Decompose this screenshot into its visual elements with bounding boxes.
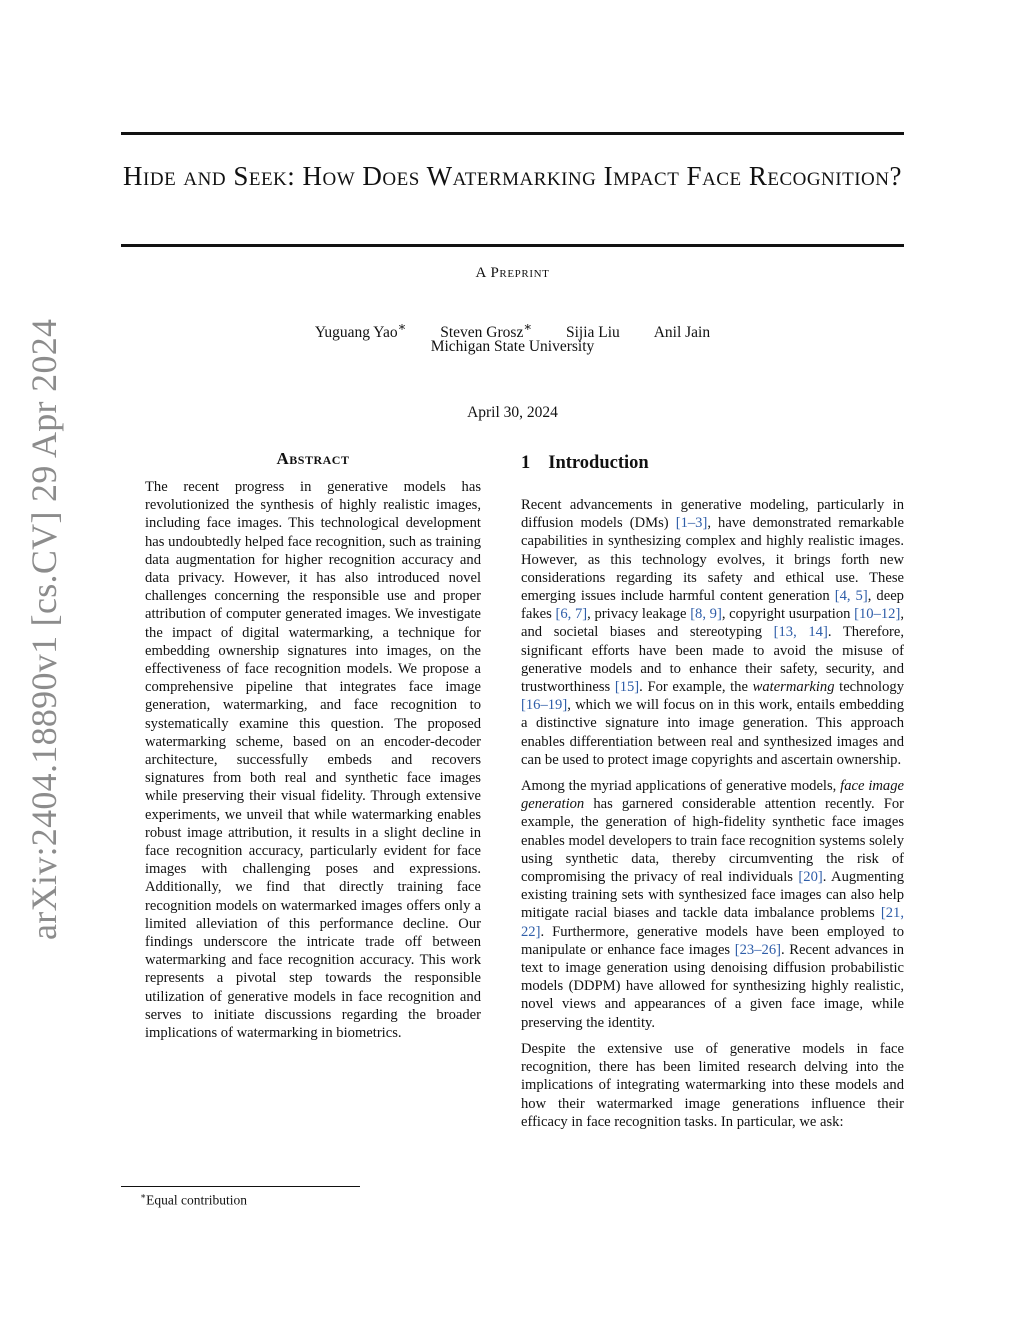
text-run: , copyright usurpation bbox=[721, 606, 855, 623]
introduction-body bbox=[521, 496, 904, 1139]
introduction-paragraph bbox=[521, 777, 904, 1032]
text-run: . Augmenting existing training sets with synthesized face images can also help mitigate racial biases and tackle data imbalance problems bbox=[521, 869, 904, 922]
section-title: Introduction bbox=[548, 453, 649, 473]
citation-link[interactable]: [13, 14] bbox=[773, 624, 828, 641]
author: Anil Jain bbox=[653, 324, 711, 342]
section-number: 1 bbox=[521, 453, 531, 473]
preprint-label: A Preprint bbox=[475, 265, 550, 281]
text-run: , which we will focus on in this work, entails embedding a distinctive signature into image generation. This approach enables differentiation between real and synthesized images and can be used to protect image copyrights and ascertain ownership. bbox=[521, 697, 904, 768]
text-run: . Recent advances in text to image generation using denoising diffusion probabilistic models (DDPM) have allowed for synthesizing highly realistic, novel views and appearances of a given face image, while preserving the identity. bbox=[521, 941, 904, 1031]
arxiv-identifier: arXiv:2404.18890v1 [cs.CV] 29 Apr 2024 bbox=[24, 318, 64, 940]
publication-date: April 30, 2024 bbox=[467, 404, 558, 421]
citation-link[interactable]: [6, 7] bbox=[555, 606, 588, 623]
abstract-text: The recent progress in generative models has revolutionized the synthesis of highly realistic images, including face images. This technological development has undoubtedly helped face recognition, such as training data augmentation for higher recognition accuracy and data privacy. However, it has also introduced novel challenges concerning the responsible use and proper attribution of computer generated images. We investigate the impact of digital watermarking, a technique for embedding ownership signatures into images, on the effectiveness of face recognition models. We propose a comprehensive pipeline that integrates face image generation, watermarking, and face recognition to systematically examine this question. The proposed watermarking scheme, based on an encoder-decoder architecture, successfully embeds and recovers signatures from both real and synthetic face images while preserving their visual fidelity. Through extensive experiments, we unveil that while watermarking enables robust image attribution, it results in a slight decline in face recognition accuracy, particularly evident for face images with challenging poses and expressions. Additionally, we find that directly training face recognition models on watermarked images offers only a limited alleviation of this performance decline. Our findings underscore the intricate trade off between watermarking and face recognition accuracy. This work represents a pivotal step towards the responsible utilization of generative models in face recognition and serves to initiate discussions regarding the broader implications of watermarking in biometrics. bbox=[145, 479, 481, 1042]
author: Sijia Liu bbox=[565, 324, 620, 342]
section-heading-introduction bbox=[521, 453, 649, 474]
text-run: . For example, the bbox=[639, 679, 753, 696]
citation-link[interactable]: [21, 22] bbox=[521, 905, 904, 940]
text-run: , have demonstrated remarkable capabilities in synthesizing complex and highly realistic images. However, as this technology evolves, it brings forth new considerations regarding its safety and ethical use. These emerging issues include harmful content generation bbox=[521, 515, 904, 605]
text-run: , deep fakes bbox=[521, 588, 904, 623]
abstract-heading: Abstract bbox=[276, 449, 350, 468]
text-run: . Therefore, significant efforts have been made to avoid the misuse of generative models and to enhance their safety, security, and trustworthiness bbox=[521, 624, 905, 696]
text-run: Among the myriad applications of generative models, bbox=[521, 778, 841, 795]
title-bottom-rule bbox=[121, 244, 904, 247]
text-run: has garnered considerable attention recently. For example, the generation of high-fidelity synthetic face images enables model developers to train face recognition systems solely using synthetic data, thereby circumventing the risk of compromising the privacy of real individuals bbox=[521, 796, 904, 886]
text-run: Recent advancements in generative modeling, particularly in diffusion models (DMs) bbox=[521, 497, 904, 532]
footnote: ∗Equal contribution bbox=[140, 1191, 247, 1208]
text-run: Despite the extensive use of generative models in face recognition, there has been limited research delving into the implications of integrating watermarking into these models and how their watermarked image generations influence their efficacy in face recognition tasks. In particular, we ask: bbox=[521, 1040, 904, 1130]
introduction-paragraph bbox=[521, 496, 904, 769]
citation-link[interactable]: [10–12] bbox=[854, 606, 901, 623]
citation-link[interactable]: [20] bbox=[798, 869, 823, 886]
footnote-rule bbox=[121, 1186, 360, 1187]
emphasized-term: watermarking bbox=[752, 679, 835, 696]
introduction-paragraph bbox=[521, 1040, 904, 1131]
footnote-text: Equal contribution bbox=[146, 1192, 247, 1208]
author: Yuguang Yao∗ bbox=[314, 319, 407, 342]
citation-link[interactable]: [1–3] bbox=[675, 515, 708, 532]
text-run: . Furthermore, generative models have been employed to manipulate or enhance face images bbox=[521, 923, 904, 958]
emphasized-term: face image generation bbox=[521, 778, 904, 813]
affiliation: Michigan State University bbox=[430, 338, 595, 355]
citation-link[interactable]: [16–19] bbox=[521, 697, 568, 714]
citation-link[interactable]: [8, 9] bbox=[690, 606, 722, 623]
title-top-rule bbox=[121, 132, 904, 135]
text-run: , and societal biases and stereotyping bbox=[521, 606, 904, 641]
citation-link[interactable]: [4, 5] bbox=[834, 588, 868, 605]
paper-title: Hide and Seek: How Does Watermarking Impact Face Recognition? bbox=[123, 161, 902, 191]
text-run: technology bbox=[834, 679, 904, 696]
citation-link[interactable]: [15] bbox=[614, 679, 640, 696]
text-run: , privacy leakage bbox=[587, 606, 691, 623]
citation-link[interactable]: [23–26] bbox=[734, 941, 781, 958]
author: Steven Grosz∗ bbox=[440, 319, 533, 342]
